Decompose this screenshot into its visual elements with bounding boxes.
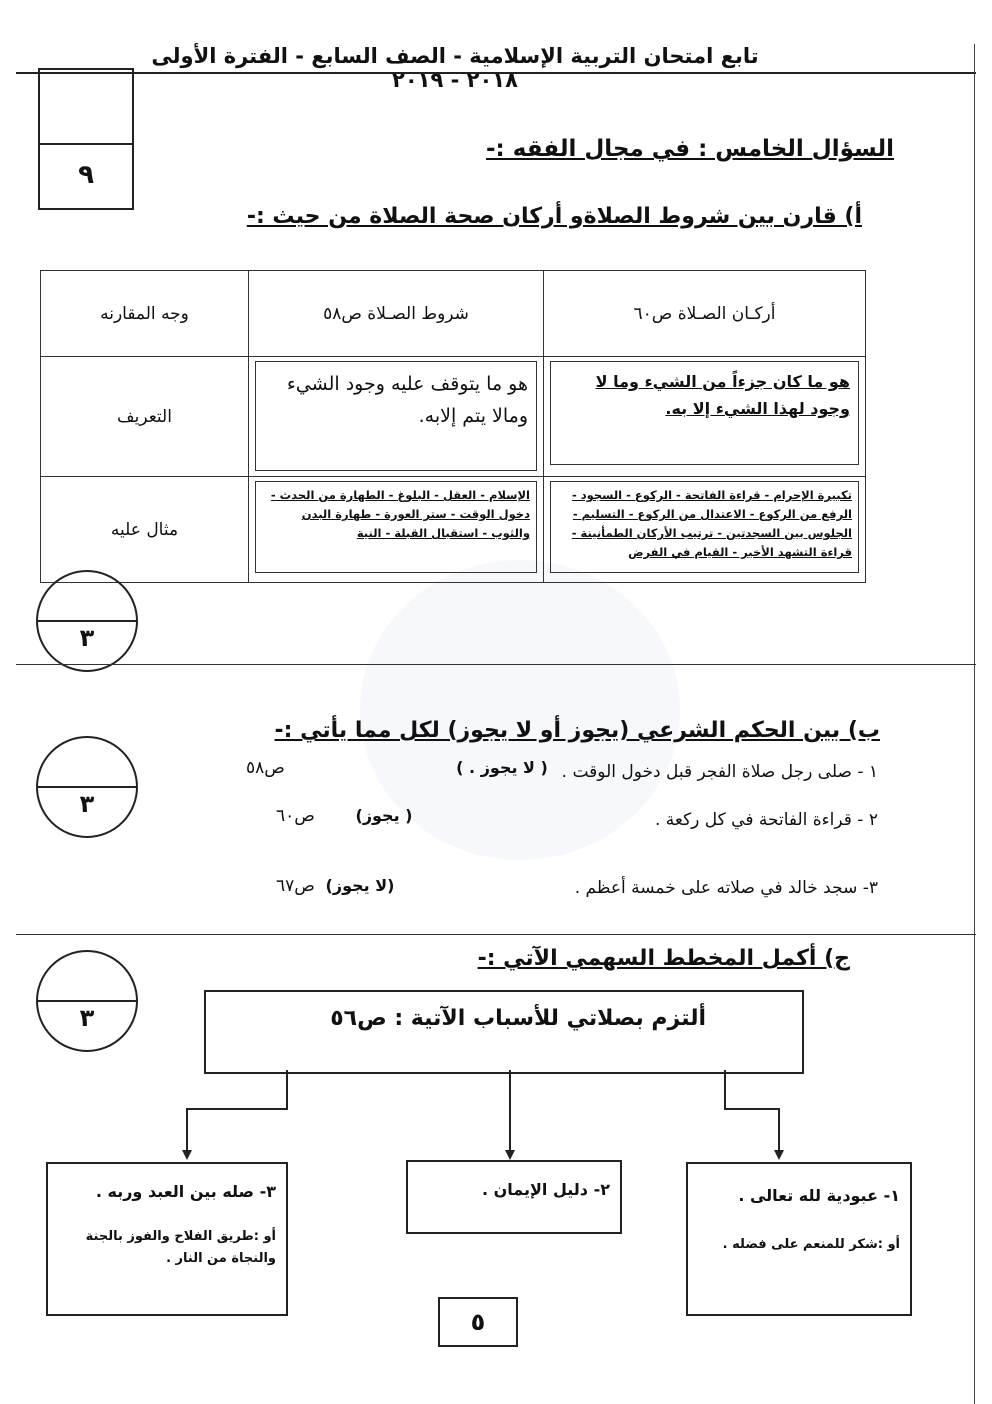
score-circle-c-value: ٣ bbox=[79, 1004, 95, 1032]
shurut-example: الإسلام - العقل - البلوغ - الطهارة من الحدث - دخول الوقت - ستر العورة - طهارة البدن والثوب - استقبال القبلة - النية bbox=[255, 481, 537, 573]
diagram-box-2-title: ٢- دليل الإيمان . bbox=[481, 1180, 610, 1199]
connector-center bbox=[509, 1070, 511, 1152]
score-circle-b bbox=[36, 736, 138, 838]
header-shurut: شروط الصـلاة ص٥٨ bbox=[249, 271, 544, 357]
arrow-center bbox=[505, 1150, 515, 1160]
row-label-definition: التعريف bbox=[41, 357, 249, 477]
connector-right-drop bbox=[778, 1108, 780, 1152]
diagram-box-2 bbox=[406, 1160, 622, 1234]
diagram-main-box bbox=[204, 990, 804, 1074]
score-circle-b-value: ٣ bbox=[79, 790, 95, 818]
score-value: ٩ bbox=[78, 160, 94, 190]
judgment-item-2: ٢ - قراءة الفاتحة في كل ركعة . bbox=[654, 810, 878, 830]
section-title: السؤال الخامس : في مجال الفقه :- bbox=[486, 136, 894, 162]
page-number: ٥ bbox=[438, 1297, 518, 1347]
connector-left-drop bbox=[186, 1108, 188, 1152]
judgment-item-3: ٣- سجد خالد في صلاته على خمسة أعظم . bbox=[574, 878, 878, 898]
judgment-answer-2: ( يجوز) bbox=[355, 806, 413, 825]
arrow-left bbox=[182, 1150, 192, 1160]
diagram-box-3-alt: أو :طريق الفلاح والفوز بالجنة والنجاة من النار . bbox=[85, 1229, 276, 1266]
header-rule bbox=[16, 72, 976, 74]
cell-shurut-definition bbox=[249, 357, 544, 477]
score-circle-c bbox=[36, 950, 138, 1052]
arkan-definition: هو ما كان جزءاً من الشيء وما لا وجود لهذا الشيء إلا به. bbox=[550, 361, 859, 465]
cell-arkan-example bbox=[544, 477, 866, 583]
diagram-box-3 bbox=[46, 1162, 288, 1316]
judgment-answer-1: ( لا يجوز . ) bbox=[456, 758, 548, 777]
connector-right-stem bbox=[724, 1070, 726, 1110]
diagram-box-1-alt: أو :شكر للمنعم على فضله . bbox=[722, 1237, 900, 1252]
separator-a bbox=[16, 664, 976, 665]
judgment-answer-3: (لا يجوز) bbox=[325, 876, 395, 895]
separator-b bbox=[16, 934, 976, 935]
connector-left-stem bbox=[286, 1070, 288, 1110]
cell-arkan-definition bbox=[544, 357, 866, 477]
comparison-table bbox=[40, 270, 866, 583]
judgment-ref-2: ص٦٠ bbox=[276, 806, 315, 826]
part-b-title: ب) بين الحكم الشرعي (يجوز أو لا يجوز) لكل مما يأتي :- bbox=[274, 718, 880, 743]
row-label-example: مثال عليه bbox=[41, 477, 249, 583]
score-circle-a-value: ٣ bbox=[79, 624, 95, 652]
diagram-box-1 bbox=[686, 1162, 912, 1316]
diagram-box-3-title: ٣- صله بين العبد وربه . bbox=[95, 1182, 276, 1201]
score-box bbox=[38, 68, 134, 210]
cell-shurut-example bbox=[249, 477, 544, 583]
connector-left-h bbox=[186, 1108, 288, 1110]
diagram-box-1-title: ١- عبودية لله تعالى . bbox=[738, 1186, 900, 1205]
judgment-ref-1: ص٥٨ bbox=[246, 758, 285, 778]
page-header: تابع امتحان التربية الإسلامية - الصف السابع - الفترة الأولى ٢٠١٨ - ٢٠١٩ bbox=[151, 44, 759, 92]
page-margin-line bbox=[974, 44, 975, 1404]
connector-right-h bbox=[724, 1108, 780, 1110]
header-aspect: وجه المقارنه bbox=[41, 271, 249, 357]
arrow-right bbox=[774, 1150, 784, 1160]
header-arkan: أركـان الصـلاة ص٦٠ bbox=[544, 271, 866, 357]
shurut-definition: هو ما يتوقف عليه وجود الشيء ومالا يتم إلابه. bbox=[255, 361, 537, 471]
judgment-ref-3: ص٦٧ bbox=[276, 876, 315, 896]
part-a-title: أ) قارن بين شروط الصلاةو أركان صحة الصلاة من حيث :- bbox=[246, 204, 862, 229]
score-circle-a bbox=[36, 570, 138, 672]
diagram-main-text: ألتزم بصلاتي للأسباب الآتية : ص٥٦ bbox=[330, 1006, 706, 1031]
judgment-item-1: ١ - صلى رجل صلاة الفجر قبل دخول الوقت . bbox=[561, 762, 878, 782]
part-c-title: ج) أكمل المخطط السهمي الآتي :- bbox=[477, 946, 850, 971]
arkan-example: تكبيرة الإحرام - قراءة الفاتحة - الركوع - السجود - الرفع من الركوع - الاعتدال من الركوع - التسليم - الجلوس بين السجدتين - ترتيب الأركان الطمأنينة - قراءة التشهد الأخير - القيام في الفرض bbox=[550, 481, 859, 573]
